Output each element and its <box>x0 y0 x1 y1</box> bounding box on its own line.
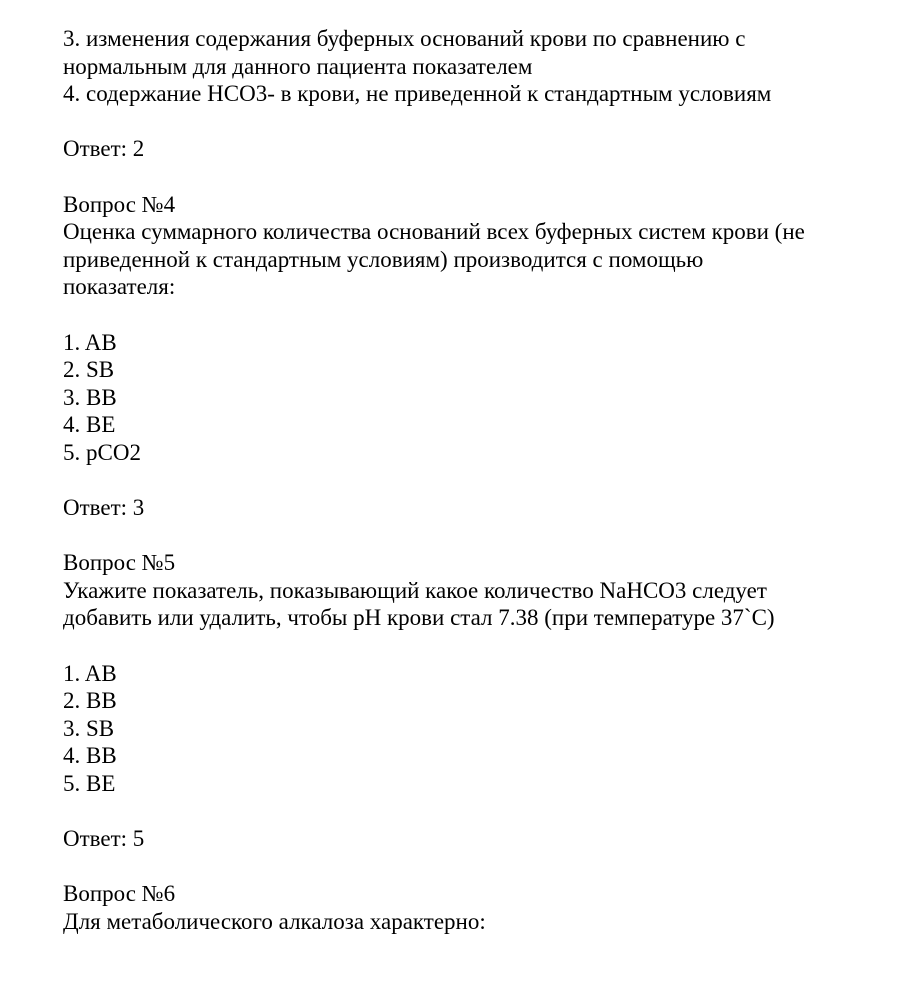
spacer <box>63 163 883 191</box>
answer-text: Ответ: 2 <box>63 136 145 162</box>
option-text: 4. BE <box>63 412 116 438</box>
option-text: 3. SB <box>63 715 115 741</box>
question-text: Оценка суммарного количества оснований всех буферных систем крови (не <box>63 219 805 245</box>
option-text: 1. AB <box>63 660 117 686</box>
question-title: Вопрос №5 <box>63 550 176 576</box>
spacer <box>63 467 883 495</box>
spacer <box>63 522 883 550</box>
spacer <box>63 632 883 660</box>
option-text: 5. BE <box>63 771 116 797</box>
option-text: 4. BB <box>63 743 117 769</box>
spacer <box>63 301 883 329</box>
spacer <box>63 798 883 826</box>
option-text: 3. изменения содержания буферных оснований крови по сравнению с <box>63 26 746 51</box>
question-title: Вопрос №4 <box>63 191 176 217</box>
option-text: 1. AB <box>63 329 117 355</box>
answer-text: Ответ: 5 <box>63 826 145 852</box>
question-text: показателя: <box>63 274 176 300</box>
document-page <box>63 25 883 936</box>
question-text: Для метаболического алкалоза характерно: <box>63 909 486 934</box>
option-text: 5. pCO2 <box>63 439 141 465</box>
question-title: Вопрос №6 <box>63 881 176 907</box>
spacer <box>63 853 883 881</box>
answer-text: Ответ: 3 <box>63 495 145 521</box>
question-text: добавить или удалить, чтобы pH крови стал 7.38 (при температуре 37`C) <box>63 605 775 631</box>
option-text: 2. SB <box>63 357 115 383</box>
option-text: 4. содержание НСО3- в крови, не приведенной к стандартным условиям <box>63 81 772 107</box>
question-text: приведенной к стандартным условиям) производится с помощью <box>63 246 704 272</box>
option-text-continued: нормальным для данного пациента показателем <box>63 53 533 79</box>
question-text: Укажите показатель, показывающий какое количество NaHCO3 следует <box>63 577 767 603</box>
spacer <box>63 108 883 136</box>
option-text: 3. BB <box>63 384 117 410</box>
option-text: 2. BB <box>63 688 117 714</box>
